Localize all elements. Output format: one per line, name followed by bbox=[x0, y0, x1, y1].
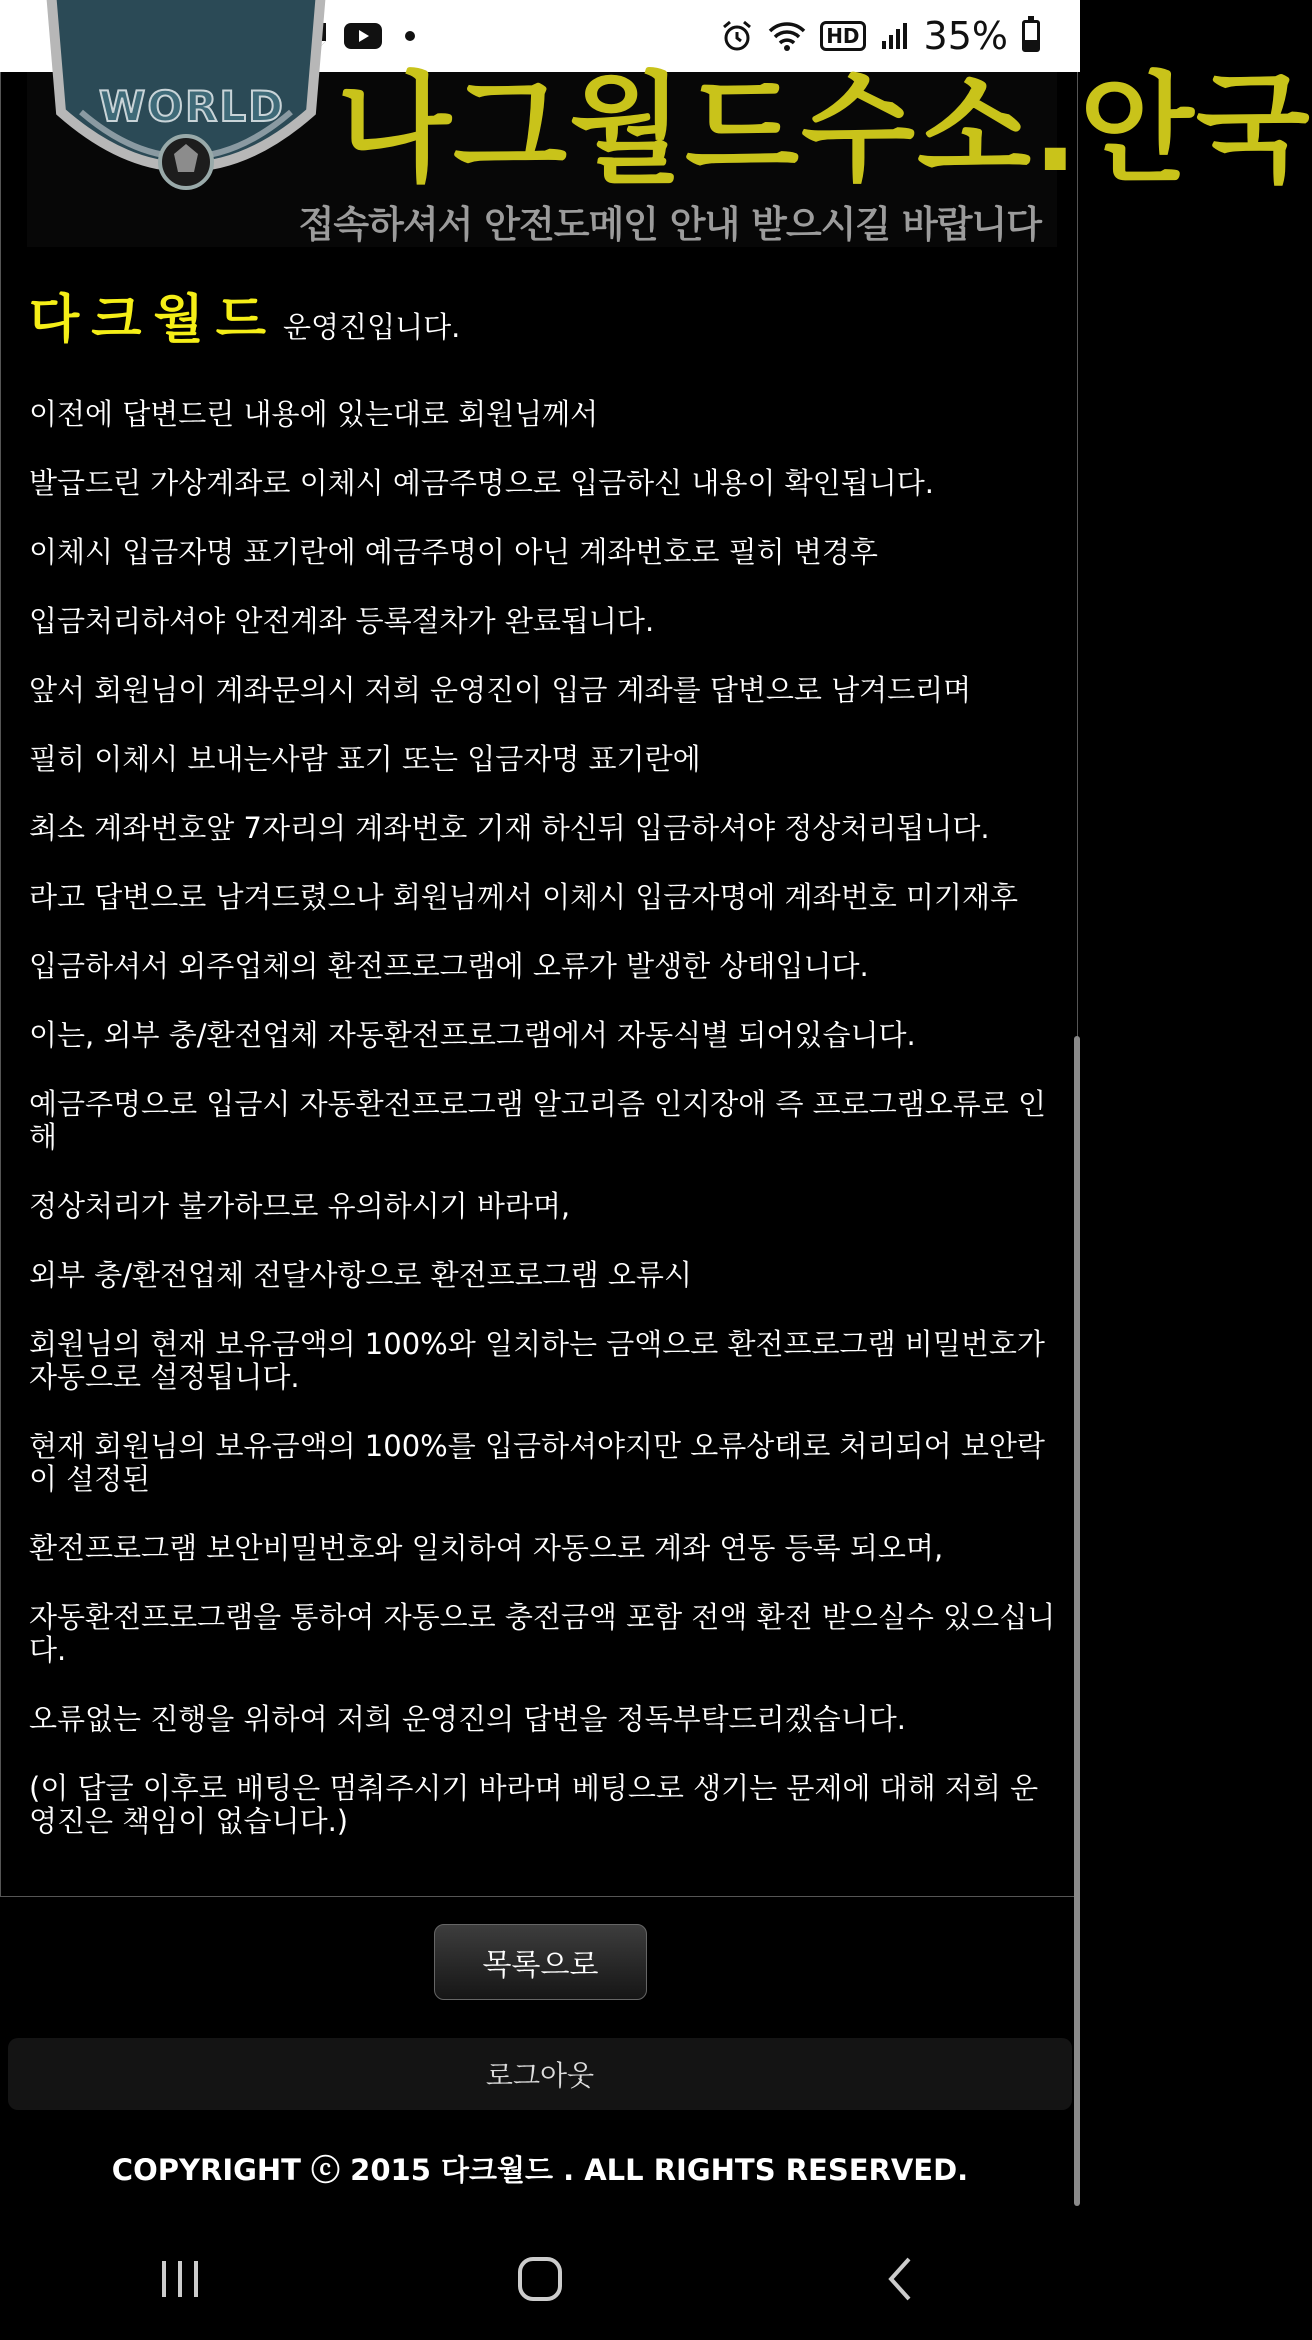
message-line: 회원님의 현재 보유금액의 100%와 일치하는 금액으로 환전프로그램 비밀번호가 자동으로 설정됩니다. bbox=[29, 1327, 1045, 1394]
message-line: 이체시 입금자명 표기란에 예금주명이 아닌 계좌번호로 필히 변경후 bbox=[29, 535, 878, 569]
greeting-suffix: 운영진입니다. bbox=[283, 310, 461, 344]
network-badge: HD bbox=[820, 21, 865, 51]
message-line: 오류없는 진행을 위하여 저희 운영진의 답변을 정독부탁드리겠습니다. bbox=[29, 1702, 906, 1736]
battery-percent: 35% bbox=[923, 14, 1008, 58]
message-line: 앞서 회원님이 계좌문의시 저희 운영진이 입금 계좌를 답변으로 남겨드리며 bbox=[29, 673, 972, 707]
message-line: 이전에 답변드린 내용에 있는대로 회원님께서 bbox=[29, 397, 599, 431]
recent-apps-icon[interactable] bbox=[120, 2239, 240, 2319]
back-icon[interactable] bbox=[840, 2239, 960, 2319]
message-line: 자동환전프로그램을 통하여 자동으로 충전금액 포함 전액 환전 받으실수 있으십니다. bbox=[29, 1600, 1056, 1667]
message-line: 환전프로그램 보안비밀번호와 일치하여 자동으로 계좌 연동 등록 되오며, bbox=[29, 1531, 944, 1565]
message-line: 최소 계좌번호앞 7자리의 계좌번호 기재 하신뒤 입금하셔야 정상처리됩니다. bbox=[29, 811, 990, 845]
message-line: 필히 이체시 보내는사람 표기 또는 입금자명 표기란에 bbox=[29, 742, 701, 776]
message-body bbox=[29, 290, 1059, 1874]
message-line: 발급드린 가상계좌로 이체시 예금주명으로 입금하신 내용이 확인됩니다. bbox=[29, 466, 934, 500]
system-nav-bar bbox=[0, 2218, 1080, 2340]
brand-name: 다크월드 bbox=[29, 290, 278, 350]
message-line: 입금처리하셔야 안전계좌 등록절차가 완료됩니다. bbox=[29, 604, 655, 638]
message-line: 이는, 외부 충/환전업체 자동환전프로그램에서 자동식별 되어있습니다. bbox=[29, 1018, 916, 1052]
message-line: 현재 회원님의 보유금액의 100%를 입금하셔야지만 오류상태로 처리되어 보안락이 설정된 bbox=[29, 1429, 1045, 1496]
back-to-list-button[interactable]: 목록으로 bbox=[434, 1924, 647, 2000]
home-icon[interactable] bbox=[480, 2239, 600, 2319]
logout-button[interactable]: 로그아웃 bbox=[8, 2038, 1072, 2110]
copyright-text: COPYRIGHT ⓒ 2015 다크월드 . ALL RIGHTS RESERVED. bbox=[111, 2153, 969, 2187]
message-line: 외부 충/환전업체 전달사항으로 환전프로그램 오류시 bbox=[29, 1258, 692, 1292]
message-line: 정상처리가 불가하므로 유의하시기 바라며, bbox=[29, 1189, 571, 1223]
message-line: 예금주명으로 입금시 자동환전프로그램 알고리즘 인지장애 즉 프로그램오류로 인해 bbox=[29, 1087, 1047, 1154]
message-line: 라고 답변으로 남겨드렸으나 회원님께서 이체시 입금자명에 계좌번호 미기재후 bbox=[29, 880, 1018, 914]
post-panel bbox=[0, 60, 1312, 1897]
banner-subtitle: 접속하셔서 안전도메인 안내 받으시길 바랍니다 bbox=[298, 203, 1041, 246]
emblem-logo bbox=[41, 0, 331, 226]
message-line: 입금하셔서 외주업체의 환전프로그램에 오류가 발생한 상태입니다. bbox=[29, 949, 869, 983]
greeting bbox=[29, 290, 1059, 362]
site-banner bbox=[27, 60, 1312, 247]
emblem-text: WORLD bbox=[99, 82, 285, 131]
message-line: (이 답글 이후로 배팅은 멈춰주시기 바라며 베팅으로 생기는 문제에 대해 저희 운영진은 책임이 없습니다.) bbox=[29, 1771, 1039, 1838]
scrollbar[interactable] bbox=[1074, 1036, 1080, 2206]
banner-title: 나그월드수소.안국 bbox=[337, 60, 1312, 198]
